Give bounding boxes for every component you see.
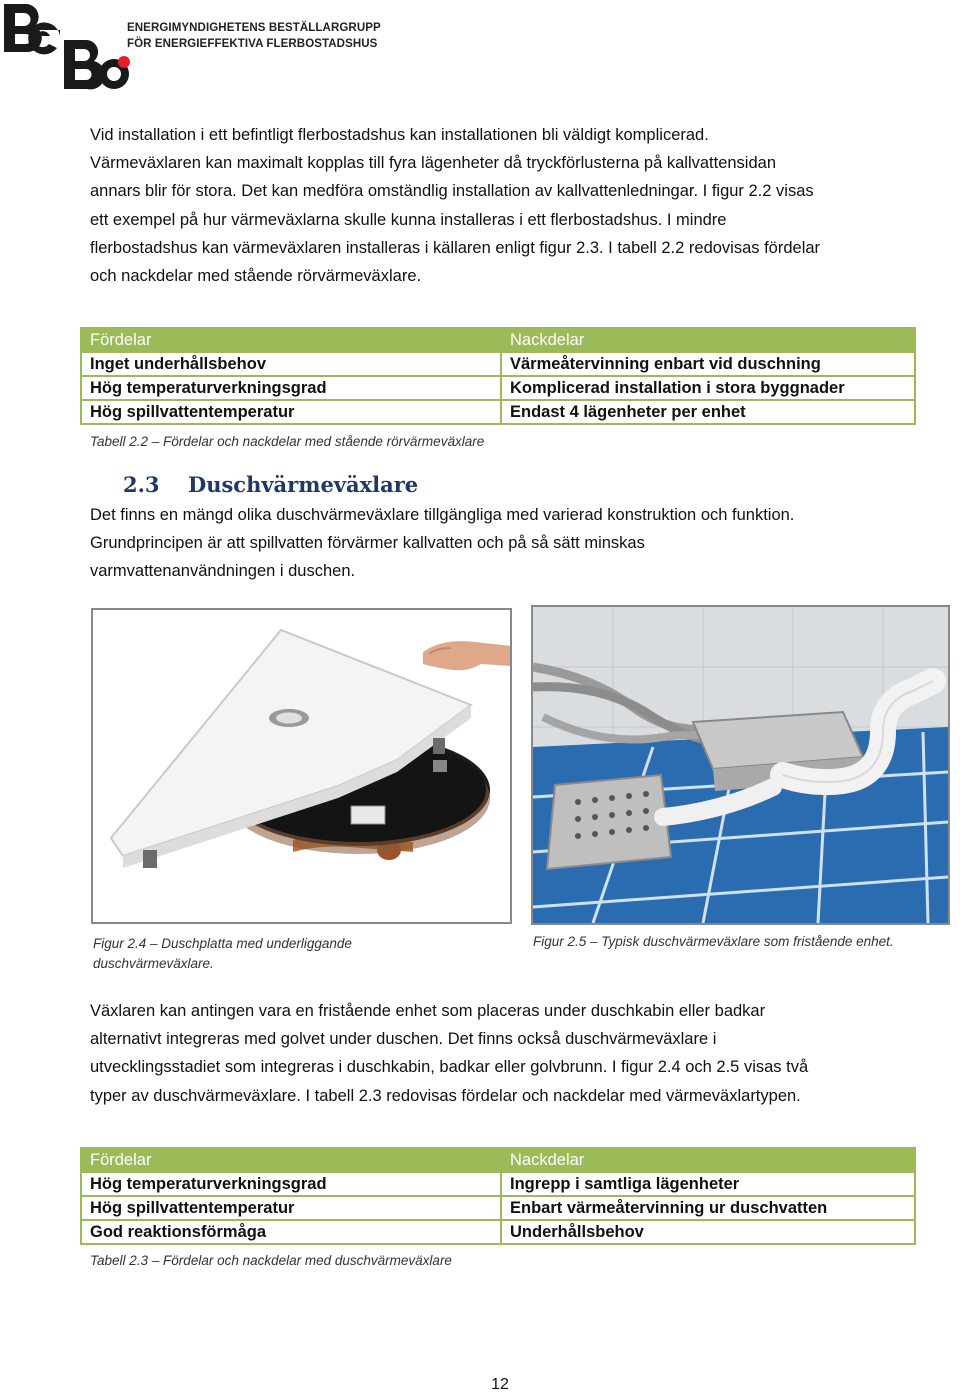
figure-shower-plate — [91, 608, 512, 924]
table-header-pros: Fördelar — [81, 328, 501, 352]
figure-freestanding-unit — [531, 605, 950, 925]
table-caption: Tabell 2.3 – Fördelar och nackdelar med duschvärmeväxlare — [90, 1253, 452, 1268]
table-cell: Komplicerad installation i stora byggnader — [501, 376, 915, 400]
text-line: Grundprincipen är att spillvatten förvärmer kallvatten och på så sätt minskas — [90, 534, 645, 553]
table-header-row — [81, 328, 915, 352]
text-line: Det finns en mängd olika duschvärmeväxlare tillgängliga med varierad konstruktion och funktion. — [90, 506, 795, 524]
body-paragraph-2 — [90, 997, 808, 1110]
table-row — [81, 352, 915, 376]
page-number: 12 — [491, 1376, 509, 1393]
table-cell: Inget underhållsbehov — [81, 352, 501, 376]
table-row — [81, 1220, 915, 1244]
text-line: Värmeväxlaren kan maximalt kopplas till fyra lägenheter då tryckförlusterna på kallvattensidan — [90, 154, 776, 173]
text-line: utvecklingsstadiet som integreras i duschkabin, badkar eller golvbrunn. I figur 2.4 och 2.5 visas två — [90, 1058, 809, 1077]
pros-cons-table-2-2 — [80, 327, 916, 425]
table-header-row — [81, 1148, 915, 1172]
section-number: 2.3 — [123, 472, 160, 497]
table-header-pros: Fördelar — [81, 1148, 501, 1172]
freestanding-unit-image — [533, 607, 948, 923]
table-row — [81, 376, 915, 400]
figure-caption: Figur 2.5 – Typisk duschvärmeväxlare som fristående enhet. — [533, 934, 894, 949]
text-line: och nackdelar med stående rörvärmeväxlare. — [90, 267, 422, 286]
intro-paragraph — [90, 121, 820, 290]
table-cell: Enbart värmeåtervinning ur duschvatten — [501, 1196, 915, 1220]
text-line: alternativt integreras med golvet under duschen. Det finns också duschvärmeväxlare i — [90, 1030, 717, 1049]
section-title: Duschvärmeväxlare — [188, 472, 419, 497]
table-cell: Endast 4 lägenheter per enhet — [501, 400, 915, 424]
table-row — [81, 400, 915, 424]
section-paragraph — [90, 501, 794, 586]
table-header-cons: Nackdelar — [501, 1148, 915, 1172]
table-cell: Hög temperaturverkningsgrad — [81, 1172, 501, 1196]
table-row — [81, 1196, 915, 1220]
text-line: Växlaren kan antingen vara en fristående enhet som placeras under duschkabin eller badkar — [90, 1002, 766, 1020]
organization-name — [127, 20, 381, 52]
text-line: ett exempel på hur värmeväxlarna skulle kunna installeras i ett flerbostadshus. I mindre — [90, 210, 727, 229]
org-line-2: FÖR ENERGIEFFEKTIVA FLERBOSTADSHUS — [127, 38, 378, 50]
table-cell: Hög temperaturverkningsgrad — [81, 376, 501, 400]
caption-line: Figur 2.4 – Duschplatta med underliggande — [93, 936, 352, 951]
shower-plate-image — [93, 610, 510, 922]
caption-line: duschvärmeväxlare. — [93, 956, 214, 971]
text-line: annars blir för stora. Det kan medföra omständlig installation av kallvattenledningar. I figur 2.2 visas — [90, 182, 814, 201]
table-row — [81, 1172, 915, 1196]
text-line: varmvattenanvändningen i duschen. — [90, 562, 356, 581]
text-line: typer av duschvärmeväxlare. I tabell 2.3 redovisas fördelar och nackdelar med värmeväxlartypen. — [90, 1086, 801, 1105]
text-line: flerbostadshus kan värmeväxlaren installeras i källaren enligt figur 2.3. I tabell 2.2 redovisas fördelar — [90, 238, 821, 257]
table-cell: Underhållsbehov — [501, 1220, 915, 1244]
table-cell: Värmeåtervinning enbart vid duschning — [501, 352, 915, 376]
pros-cons-table-2-3 — [80, 1147, 916, 1245]
table-cell: Hög spillvattentemperatur — [81, 400, 501, 424]
text-line: Vid installation i ett befintligt flerbostadshus kan installationen bli väldigt komplicerad. — [90, 126, 709, 144]
table-cell: Hög spillvattentemperatur — [81, 1196, 501, 1220]
table-header-cons: Nackdelar — [501, 328, 915, 352]
org-line-1: ENERGIMYNDIGHETENS BESTÄLLARGRUPP — [127, 22, 381, 34]
bebo-logo-icon — [2, 2, 132, 94]
table-cell: God reaktionsförmåga — [81, 1220, 501, 1244]
figure-caption — [93, 934, 352, 974]
table-cell: Ingrepp i samtliga lägenheter — [501, 1172, 915, 1196]
table-caption: Tabell 2.2 – Fördelar och nackdelar med stående rörvärmeväxlare — [90, 434, 485, 449]
